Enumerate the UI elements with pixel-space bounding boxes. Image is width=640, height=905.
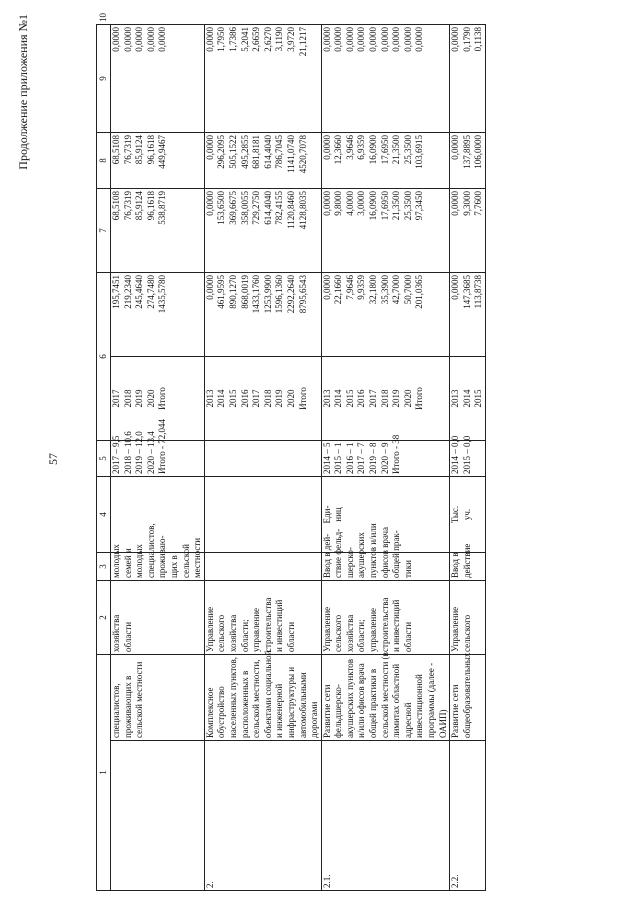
header-row: 1 2 3 4 5 6 7 8 9 10 <box>97 25 111 891</box>
cell-line: лимитах областной <box>391 663 402 738</box>
row-number-cell <box>450 741 486 891</box>
cell-line: и/или офисов врача <box>356 663 367 738</box>
cell-line: 2019 <box>134 389 145 408</box>
cell-line: 85,9124 <box>134 191 145 221</box>
cell-line: 274,7480 <box>145 275 156 309</box>
cell-line: расположенных в <box>239 670 250 738</box>
name-cell <box>450 652 486 741</box>
cell-line: 461,9595 <box>216 275 227 309</box>
cell-line: щих в <box>168 555 179 578</box>
indicator-cell <box>111 523 205 581</box>
cell-line: 2016 – 1 <box>344 442 355 474</box>
cell-line: 68,5108 <box>111 191 121 221</box>
table-body <box>111 25 486 891</box>
cell-line: 3,1190 <box>274 27 285 52</box>
cell-line: 505,1522 <box>227 135 238 169</box>
cell-line: общей практики в <box>368 668 379 738</box>
cell-line: шерско- <box>344 547 355 578</box>
cell-line: строительства <box>379 597 390 652</box>
cell-line: сельского <box>216 614 227 652</box>
header-cell-3: 3 <box>97 553 111 581</box>
cell-line: 2019 <box>391 389 402 408</box>
header-cell-5: 5 <box>97 441 111 477</box>
cell-line: 219,2340 <box>122 275 133 309</box>
header-cell-2: 2 <box>97 581 111 655</box>
cell-line: 868,0019 <box>239 275 250 309</box>
cell-line: 245,4640 <box>134 275 145 309</box>
cell-line: 16,0900 <box>368 135 379 165</box>
cell-line: действие <box>461 543 472 578</box>
target-cell <box>450 435 486 477</box>
cell-line: 9,3000 <box>461 191 472 216</box>
regional-funding-cell <box>111 133 205 189</box>
cell-line: 2015 <box>227 389 238 408</box>
cell-line: 538,8719 <box>157 191 168 225</box>
year-cell <box>204 357 321 441</box>
cell-line: и инвестиций <box>391 599 402 652</box>
cell-line: проживающих в <box>122 675 133 738</box>
row-number-cell <box>111 741 205 891</box>
local-funding-cell <box>111 25 205 133</box>
cell-line: 4520,7078 <box>297 135 308 174</box>
cell-line: 495,2855 <box>239 135 250 169</box>
cell-line: 0,0000 <box>450 275 461 300</box>
cell-line: 9,8000 <box>333 191 344 216</box>
cell-line: сельского <box>461 614 472 652</box>
cell-line: проживаю- <box>157 535 168 578</box>
name-cell <box>204 650 321 741</box>
federal-funding-cell <box>204 189 321 273</box>
cell-line: семей и <box>122 548 133 578</box>
cell-line: 12,3660 <box>333 135 344 165</box>
cell-line: 2020 <box>285 389 296 408</box>
cell-line: 0,0000 <box>321 135 332 160</box>
cell-line: строительства <box>262 597 273 652</box>
cell-line: области <box>402 621 413 652</box>
cell-line: 0,0000 <box>391 27 402 52</box>
cell-line: местности <box>192 537 203 578</box>
cell-line: хозяйства <box>344 614 355 652</box>
cell-line: Ввод в дей- <box>321 533 332 578</box>
local-funding-cell <box>450 25 486 133</box>
header-cell-4: 4 <box>97 477 111 553</box>
cell-line: области <box>285 621 296 652</box>
cell-line: 0,0000 <box>204 135 215 160</box>
cell-line: Еди- <box>321 505 332 524</box>
cell-line: 7,9646 <box>344 275 355 300</box>
table-row <box>204 25 321 891</box>
cell-line: Тыс. <box>450 505 461 524</box>
cell-line: 2017 <box>111 389 121 408</box>
cell-line: 2020 <box>145 389 156 408</box>
target-cell <box>204 441 321 477</box>
cell-line: 195,7451 <box>111 275 121 309</box>
indicator-cell <box>321 523 450 581</box>
cell-line: Итого - 38 <box>391 434 402 474</box>
cell-line: 2015 – 1 <box>333 442 344 474</box>
executor-cell <box>450 581 486 655</box>
header-cell-6: 6 <box>97 273 111 441</box>
total-funding-cell <box>204 273 321 357</box>
cell-line: 3,9720 <box>285 27 296 52</box>
cell-line: 85,9124 <box>134 135 145 165</box>
cell-line: 369,6675 <box>227 191 238 225</box>
header-cell-8: 8 <box>97 133 111 189</box>
cell-line: 2.1. <box>321 874 332 888</box>
cell-line: 2292,2640 <box>285 275 296 314</box>
cell-line: адресной <box>402 702 413 738</box>
cell-line: Управление <box>204 606 215 652</box>
executor-cell <box>111 581 205 655</box>
cell-line: 0,0000 <box>157 27 168 52</box>
cell-line: 0,0000 <box>321 191 332 216</box>
cell-line: молодых <box>111 544 121 578</box>
target-cell <box>321 434 450 477</box>
cell-line: 614,4040 <box>262 135 273 169</box>
cell-line: инвестиционной <box>414 674 425 738</box>
cell-line: 68,5108 <box>111 135 121 165</box>
cell-line: 0,0000 <box>122 27 133 52</box>
cell-line: 106,0000 <box>473 135 484 169</box>
cell-line: 1435,5780 <box>157 275 168 314</box>
cell-line: 2013 <box>450 389 461 408</box>
cell-line: 2,6270 <box>262 27 273 52</box>
cell-line: 8795,6543 <box>297 275 308 314</box>
cell-line: дорогами <box>309 701 320 738</box>
cell-line: 2015 – 0,0 <box>461 435 472 474</box>
cell-line: 0,0000 <box>134 27 145 52</box>
cell-line: населенных пунктов, <box>227 656 238 738</box>
cell-line: управление <box>251 607 262 652</box>
cell-line: Итого <box>414 387 425 410</box>
table-row <box>321 25 450 891</box>
cell-line: Итого <box>157 387 168 410</box>
cell-line: 681,8181 <box>251 135 262 169</box>
cell-line: 42,7000 <box>391 275 402 305</box>
cell-line: 25,3500 <box>402 191 413 221</box>
cell-line: 2017 <box>368 389 379 408</box>
total-funding-cell <box>321 273 450 357</box>
indicator-cell <box>450 543 486 581</box>
cell-line: программы (далее - <box>426 662 437 738</box>
cell-line: 2019 <box>274 389 285 408</box>
cell-line: 2014 <box>461 389 472 408</box>
cell-line: сельской <box>180 544 191 578</box>
federal-funding-cell <box>450 189 486 273</box>
cell-line: 2014 <box>333 389 344 408</box>
cell-line: 1120,8460 <box>285 191 296 229</box>
cell-line: области; <box>356 619 367 652</box>
cell-line: 3,0000 <box>356 191 367 216</box>
cell-line: 7,7600 <box>473 191 484 216</box>
cell-line: области; <box>239 619 250 652</box>
total-funding-cell <box>450 273 486 357</box>
target-cell <box>111 418 205 477</box>
cell-line: 0,0000 <box>145 27 156 52</box>
cell-line: 0,0000 <box>321 275 332 300</box>
cell-line: 2. <box>204 881 215 888</box>
year-cell <box>450 357 486 441</box>
header-cell-7: 7 <box>97 189 111 273</box>
cell-line: и инвестиций <box>274 599 285 652</box>
cell-line: автомобильными <box>297 672 308 738</box>
cell-line: 2013 <box>204 389 215 408</box>
cell-line: специалистов, <box>111 683 121 738</box>
regional-funding-cell <box>450 133 486 189</box>
cell-line: области <box>122 621 133 652</box>
cell-line: 6,9359 <box>356 135 367 160</box>
table-row <box>450 25 486 891</box>
cell-line: 2017 – 9,5 <box>111 435 121 474</box>
cell-line: 9,9359 <box>356 275 367 300</box>
local-funding-cell <box>321 25 450 133</box>
unit-cell <box>204 477 321 553</box>
federal-funding-cell <box>321 189 450 273</box>
cell-line: ОАИП) <box>437 709 448 738</box>
cell-line: 1,7950 <box>216 27 227 52</box>
cell-line: 2019 – 12,0 <box>134 431 145 474</box>
cell-line: 2016 <box>356 389 367 408</box>
cell-line: сельской местности, <box>251 659 262 738</box>
cell-line: общеобразовательных <box>461 652 472 738</box>
cell-line: Развитие сети <box>321 684 332 738</box>
cell-line: Ввод в <box>450 552 461 578</box>
cell-line: и инженерной <box>274 683 285 738</box>
cell-line: хозяйства <box>227 614 238 652</box>
cell-line: инфраструктуры и <box>285 666 296 738</box>
cell-line: уч. <box>461 508 472 521</box>
cell-line: 17,6950 <box>379 191 390 221</box>
cell-line: 147,3685 <box>461 275 472 309</box>
cell-line: 96,1618 <box>145 135 156 165</box>
cell-line: 296,2095 <box>216 135 227 169</box>
cell-line: 35,3900 <box>379 275 390 305</box>
cell-line: Развитие сети <box>450 684 461 738</box>
cell-line: ниц <box>333 507 344 522</box>
cell-line: управление <box>368 607 379 652</box>
cell-line: 2017 <box>251 389 262 408</box>
cell-line: 96,1618 <box>145 191 156 221</box>
cell-line: пунктов и/или <box>368 523 379 578</box>
cell-line: 2015 <box>473 389 484 408</box>
cell-line: обустройство <box>216 686 227 738</box>
cell-line: 3,9646 <box>344 135 355 160</box>
cell-line: 137,8895 <box>461 135 472 169</box>
cell-line: 0,0000 <box>368 27 379 52</box>
cell-line: 0,0000 <box>333 27 344 52</box>
cell-line: 16,0900 <box>368 191 379 221</box>
cell-line: 113,8738 <box>473 275 484 309</box>
indicator-cell <box>204 553 321 581</box>
cell-line: 21,3500 <box>391 135 402 165</box>
cell-line: 21,3500 <box>391 191 402 221</box>
cell-line: 5,2041 <box>239 27 250 52</box>
unit-cell <box>450 477 486 553</box>
table-row <box>111 25 205 891</box>
cell-line: 76,7319 <box>122 191 133 221</box>
cell-line: Управление <box>321 606 332 652</box>
cell-line: 2014 <box>216 389 227 408</box>
cell-line: 17,6950 <box>379 135 390 165</box>
cell-line: 782,4155 <box>274 191 285 225</box>
cell-line: 25,3500 <box>402 135 413 165</box>
cell-line: ствие фельд- <box>333 528 344 578</box>
row-number-cell <box>204 741 321 891</box>
cell-line: Управление <box>450 606 461 652</box>
cell-line: акушерских пунктов <box>344 658 355 738</box>
cell-line: 0,0000 <box>204 275 215 300</box>
cell-line: сельского <box>333 614 344 652</box>
cell-line: 21,1217 <box>297 27 308 57</box>
cell-line: молодых <box>134 544 145 578</box>
cell-line: 2019 – 8 <box>368 442 379 474</box>
cell-line: 0,1138 <box>473 27 484 52</box>
cell-line: 0,0000 <box>450 27 461 52</box>
cell-line: 1596,1360 <box>274 275 285 314</box>
cell-line: Итого - 72,044 <box>157 418 168 474</box>
cell-line: 0,0000 <box>402 27 413 52</box>
cell-line: 0,0000 <box>450 135 461 160</box>
cell-line: 786,7045 <box>274 135 285 169</box>
cell-line: 2014 – 0,0 <box>450 435 461 474</box>
cell-line: 1141,0740 <box>285 135 296 173</box>
federal-funding-cell <box>111 189 205 273</box>
cell-line: 2020 – 9 <box>379 442 390 474</box>
cell-line: 2.2. <box>450 874 461 888</box>
row-number-cell <box>321 741 450 891</box>
cell-line: 1433,1760 <box>251 275 262 314</box>
cell-line: 614,4040 <box>262 191 273 225</box>
cell-line: хозяйства <box>111 614 121 652</box>
cell-line: тики <box>402 560 413 578</box>
cell-line: 32,1800 <box>368 275 379 305</box>
cell-line: 1253,9900 <box>262 275 273 314</box>
cell-line: 0,0000 <box>414 27 425 52</box>
cell-line: 2016 <box>239 389 250 408</box>
cell-line: 890,1270 <box>227 275 238 309</box>
cell-line: объектами социальной <box>262 650 273 738</box>
cell-line: 0,0000 <box>111 27 121 52</box>
header-cell-1: 1 <box>97 655 111 891</box>
cell-line: акушерских <box>356 532 367 578</box>
cell-line: 2014 – 5 <box>321 442 332 474</box>
cell-line: 2020 – 13,4 <box>145 431 156 474</box>
cell-line: 0,0000 <box>356 27 367 52</box>
cell-line: 0,0000 <box>204 27 215 52</box>
cell-line: 2020 <box>402 389 413 408</box>
cell-line: 97,3450 <box>414 191 425 221</box>
cell-line: Итого <box>297 387 308 410</box>
cell-line: 0,0000 <box>450 191 461 216</box>
cell-line: 0,0000 <box>204 191 215 216</box>
cell-line: 449,9467 <box>157 135 168 169</box>
cell-line: 0,0000 <box>344 27 355 52</box>
name-cell <box>321 652 450 741</box>
cell-line: 2018 <box>379 389 390 408</box>
executor-cell <box>321 581 450 655</box>
continuation-note: Продолжение приложения №1 <box>16 14 30 170</box>
year-cell <box>321 357 450 441</box>
cell-line: 2018 <box>262 389 273 408</box>
total-funding-cell <box>111 273 205 357</box>
regional-funding-cell <box>204 133 321 189</box>
cell-line: 4,0000 <box>344 191 355 216</box>
cell-line: офисов врача <box>379 526 390 578</box>
cell-line: 0,0000 <box>321 27 332 52</box>
cell-line: 50,7000 <box>402 275 413 305</box>
local-funding-cell <box>204 25 321 133</box>
cell-line: 2018 <box>122 389 133 408</box>
cell-line: общей прак- <box>391 530 402 578</box>
cell-line: 0,0000 <box>379 27 390 52</box>
cell-line: сельской местности <box>134 661 145 738</box>
executor-cell <box>204 581 321 655</box>
cell-line: 201,0365 <box>414 275 425 309</box>
cell-line: 2018 – 10,6 <box>122 431 133 474</box>
cell-line: 4128,8035 <box>297 191 308 230</box>
regional-funding-cell <box>321 133 450 189</box>
cell-line: сельской местности (в <box>379 652 390 738</box>
cell-line: 0,1790 <box>461 27 472 52</box>
cell-line: 22,1660 <box>333 275 344 305</box>
cell-line: 729,2750 <box>251 191 262 225</box>
page-number: 57 <box>46 453 60 465</box>
cell-line: 2,6659 <box>251 27 262 52</box>
cell-line: 2015 <box>344 389 355 408</box>
cell-line: 2017 – 7 <box>356 442 367 474</box>
cell-line: 76,7319 <box>122 135 133 165</box>
cell-line: 358,0055 <box>239 191 250 225</box>
cell-line: Комплексное <box>204 687 215 738</box>
cell-line: 1,7386 <box>227 27 238 52</box>
cell-line: 103,6915 <box>414 135 425 169</box>
cell-line: 2013 <box>321 389 332 408</box>
cell-line: специалистов, <box>145 523 156 578</box>
cell-line: 153,6500 <box>216 191 227 225</box>
program-table <box>96 13 486 891</box>
name-cell <box>111 655 205 741</box>
cell-line: фельдшерско- <box>333 684 344 738</box>
header-cell-9: 9 <box>97 25 111 133</box>
